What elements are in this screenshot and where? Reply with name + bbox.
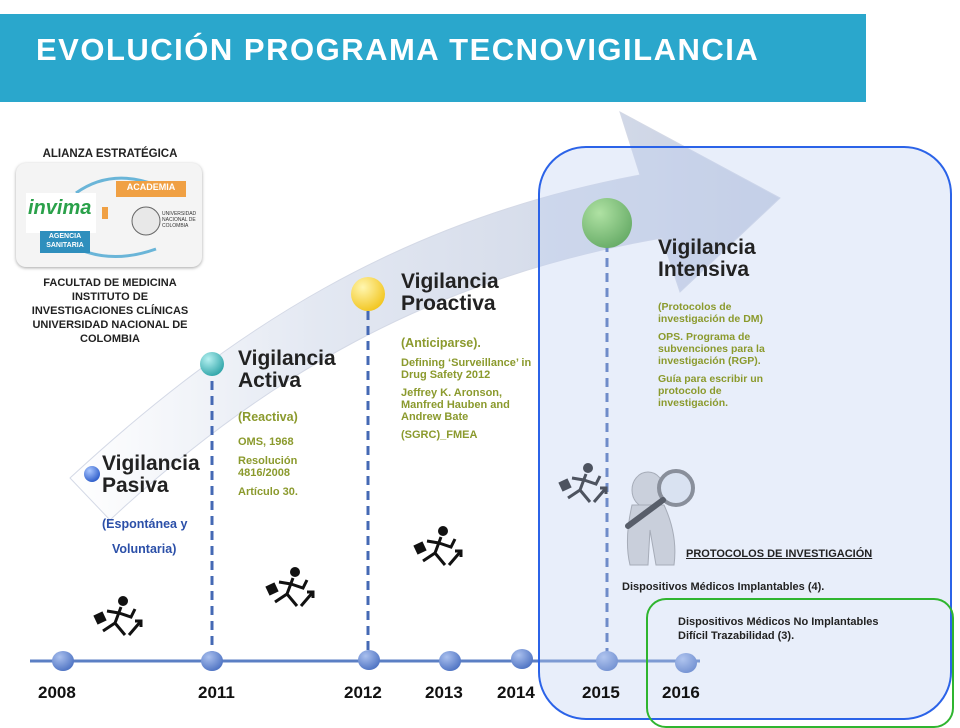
year-label-2013: 2013 [425,683,463,702]
stage-pasiva-sub2: Voluntaria) [112,542,177,556]
no-implantables-line: Dispositivos Médicos No Implantables [678,616,879,628]
year-label-2015: 2015 [582,683,620,702]
year-label-2008: 2008 [38,683,76,702]
stage-activa-sub: (Reactiva) [238,410,298,424]
detail-line: (Protocolos de investigación de DM) [658,301,764,325]
stage-activa-title [238,348,336,392]
stage-proactiva-sub: (Anticiparse). [401,336,481,350]
stage-title-line: Vigilancia [401,270,499,293]
detail-line: Jeffrey K. Aronson, Manfred Hauben and Andrew Bate [401,387,510,423]
detail-line: Resolución 4816/2008 [238,455,298,479]
runner-icon [93,596,141,635]
stage-intensiva-details [658,301,783,409]
year-label-2011: 2011 [198,683,235,702]
year-node-2011 [201,651,223,671]
node-pasiva [84,466,100,482]
facultad-line: INSTITUTO DE [71,291,149,303]
stage-proactiva-details [401,357,536,441]
academia-logo: ACADEMIA [126,182,176,192]
year-node-2014 [511,649,533,669]
year-node-2008 [52,651,74,671]
facultad-line: FACULTAD DE MEDICINA [43,277,177,289]
facultad-line: UNIVERSIDAD NACIONAL DE [32,319,188,331]
detail-line: Guía para escribir un protocolo de investigación. [658,373,764,409]
stage-title-line: Vigilancia [658,236,756,259]
stage-intensiva-title [658,237,756,281]
year-label-2016: 2016 [662,683,700,702]
year-node-2013 [439,651,461,671]
implantables-text: Dispositivos Médicos Implantables (4). [622,581,825,593]
stage-title-line: Vigilancia [238,347,336,370]
facultad-text [0,276,220,346]
detail-line: Artículo 30. [238,486,298,498]
alianza-logo [16,163,202,267]
node-activa [200,352,224,376]
stage-proactiva-title [401,271,499,315]
unal-logo: UNIVERSIDAD NACIONAL DE COLOMBIA [162,211,197,229]
stage-title-line: Proactiva [401,292,496,315]
stage-pasiva-sub1: (Espontánea y [102,517,188,531]
page-title: EVOLUCIÓN PROGRAMA TECNOVIGILANCIA [36,32,760,67]
no-implantables-line: Difícil Trazabilidad (3). [678,630,795,642]
agencia-sanitaria-logo: AGENCIA SANITARIA [46,233,84,249]
detail-line: OPS. Programa de subvenciones para la investigación (RGP). [658,331,765,367]
detail-line: OMS, 1968 [238,436,294,448]
year-label-2014: 2014 [497,683,535,702]
stage-title-line: Vigilancia [102,452,200,475]
alianza-label: ALIANZA ESTRATÉGICA [42,148,178,160]
node-proactiva [351,277,385,311]
stage-pasiva-title [102,453,200,497]
runner-icon [265,567,313,606]
facultad-line: COLOMBIA [80,333,140,345]
stage-title-line: Activa [238,369,302,392]
runner-icon [413,526,461,565]
year-label-2012: 2012 [344,683,382,702]
no-implantables-text [678,615,879,643]
invima-logo: invima [28,197,92,219]
stage-activa-details [238,436,318,498]
detail-line: Defining ‘Surveillance’ in Drug Safety 2012 [401,357,532,381]
protocolos-heading: PROTOCOLOS DE INVESTIGACIÓN [686,548,873,560]
detail-line: (SGRC)_FMEA [401,429,478,441]
stage-title-line: Pasiva [102,474,169,497]
facultad-line: INVESTIGACIONES CLÍNICAS [31,305,189,317]
year-node-2012 [358,650,380,670]
stage-title-line: Intensiva [658,258,750,281]
